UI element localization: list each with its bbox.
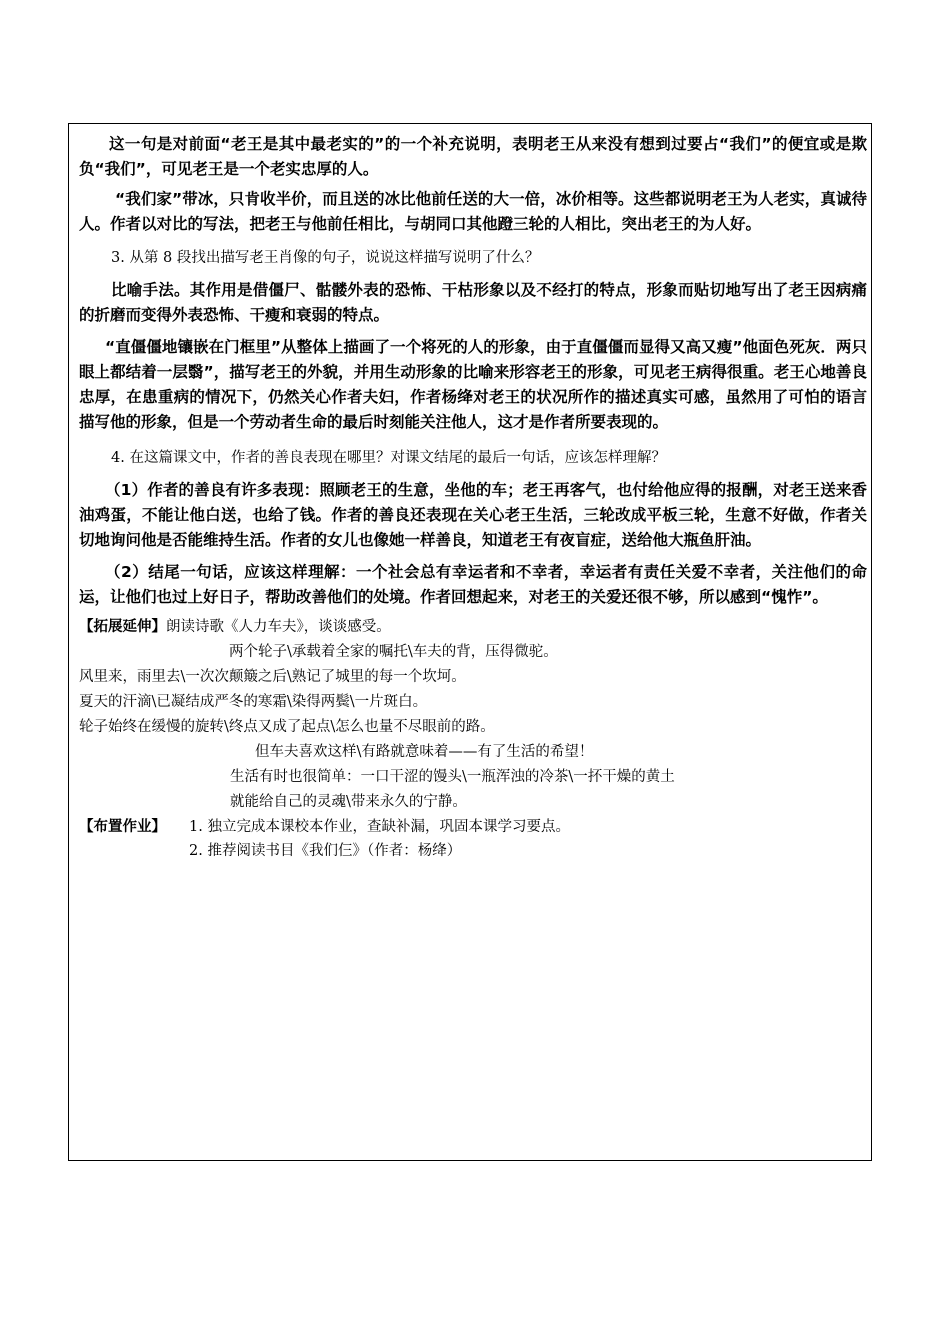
- poem-line: 夏天的汗滴\已凝结成严冬的寒霜\染得两鬓\一片斑白。: [79, 694, 428, 710]
- answer-paragraph: 比喻手法。其作用是借僵尸、骷髅外表的恐怖、干枯形象以及不经打的特点，形象而贴切地写出了老王因病痛的折磨而变得外表恐怖、干瘦和衰弱的特点。: [79, 281, 867, 324]
- homework-label: 【布置作业】: [79, 819, 166, 835]
- poem-line: 轮子始终在缓慢的旋转\终点又成了起点\怎么也量不尽眼前的路。: [79, 719, 495, 735]
- extension-text: 朗读诗歌《人力车夫》，谈谈感受。: [166, 619, 391, 635]
- homework-row: [79, 815, 867, 839]
- extension-line: [79, 615, 867, 640]
- worksheet-content: [79, 132, 867, 863]
- question-3: 3. 从第 8 段找出描写老王肖像的句子，说说这样描写说明了什么？: [111, 250, 540, 266]
- answer-paragraph: “直僵僵地镶嵌在门框里”从整体上描画了一个将死的人的形象，由于直僵僵而显得又高又瘦”他面色死灰．两只眼上都结着一层翳”，描写老王的外貌，并用生动形象的比喻来形容老王的形象，可见老王病得很重。老王心地善良忠厚，在患重病的情况下，仍然关心作者夫妇，作者杨绛对老王的状况所作的描述真实可感，虽然用了可怕的语言描写他的形象，但是一个劳动者生命的最后时刻能关注他人，这才是作者所要表现的。: [79, 338, 867, 431]
- answer-paragraph: 这一句是对前面“老王是其中最老实的”的一个补充说明，表明老王从来没有想到过要占“我们”的便宜或是欺负“我们”，可见老王是一个老实忠厚的人。: [79, 135, 867, 178]
- homework-spacer: [79, 839, 189, 863]
- question-4: 4. 在这篇课文中，作者的善良表现在哪里？对课文结尾的最后一句话，应该怎样理解？: [111, 450, 666, 466]
- extension-label: 【拓展延伸】: [79, 619, 166, 635]
- poem-line: 就能给自己的灵魂\带来永久的宁静。: [230, 794, 467, 810]
- homework-item: 1. 独立完成本课校本作业，查缺补漏，巩固本课学习要点。: [189, 819, 570, 835]
- answer-paragraph: “我们家”带冰，只肯收半价，而且送的冰比他前任送的大一倍，冰价相等。这些都说明老王为人老实，真诚待人。作者以对比的写法，把老王与他前任相比，与胡同口其他蹬三轮的人相比，突出老王的为人好。: [79, 190, 867, 233]
- poem-line: 生活有时也很简单：一口干涩的馒头\一瓶浑浊的冷茶\一抔干燥的黄土: [230, 769, 675, 785]
- poem-line: 两个轮子\承载着全家的嘱托\车夫的背，压得微驼。: [229, 644, 558, 660]
- answer-paragraph: （1）作者的善良有许多表现：照顾老王的生意，坐他的车；老王再客气，也付给他应得的报酬，对老王送来香油鸡蛋，不能让他白送，也给了钱。作者的善良还表现在关心老王生活，三轮改成平板三轮，生意不好做，作者关切地询问他是否能维持生活。作者的女儿也像她一样善良，知道老王有夜盲症，送给他大瓶鱼肝油。: [79, 481, 867, 549]
- answer-paragraph: （2）结尾一句话，应该这样理解：一个社会总有幸运者和不幸者，幸运者有责任关爱不幸者，关注他们的命运，让他们也过上好日子，帮助改善他们的处境。作者回想起来，对老王的关爱还很不够，所以感到“愧怍”。: [79, 563, 867, 606]
- poem-line: 但车夫喜欢这样\有路就意味着——有了生活的希望！: [255, 744, 594, 760]
- poem-line: 风里来，雨里去\一次次颠簸之后\熟记了城里的每一个坎坷。: [79, 669, 466, 685]
- homework-row: [79, 839, 867, 863]
- homework-item: 2. 推荐阅读书目《我们仨》（作者：杨绛）: [189, 843, 462, 859]
